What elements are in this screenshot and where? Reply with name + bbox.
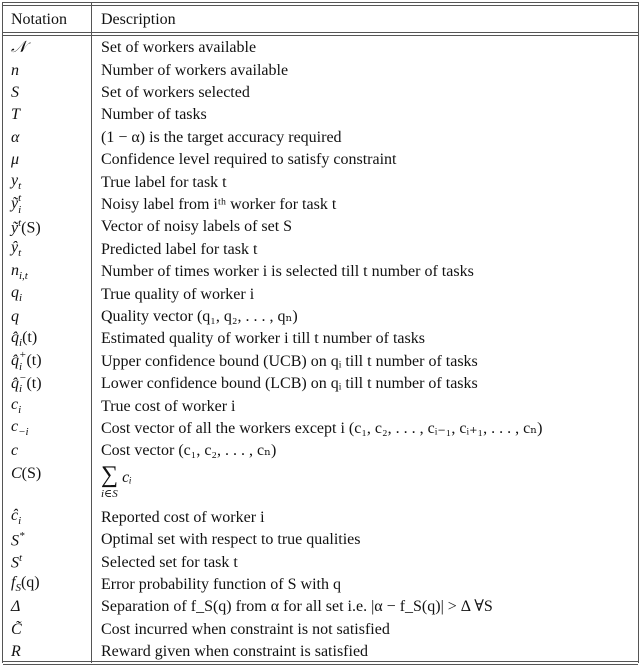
description-cell: Vector of noisy labels of set S bbox=[101, 218, 293, 236]
notation-sub: i bbox=[18, 404, 22, 417]
notation-sub: i bbox=[19, 383, 23, 396]
notation-sup: * bbox=[19, 530, 25, 543]
description-cell: Separation of f_S(q) from α for all set i.e. |α − f_S(q)| > Δ ∀S bbox=[101, 598, 493, 616]
notation-cell bbox=[3, 263, 91, 282]
notation-base: 𝒩 bbox=[11, 39, 27, 57]
notation-suffix: (q) bbox=[20, 574, 40, 592]
description-cell: Confidence level required to satisfy constraint bbox=[101, 151, 397, 169]
notation-base: ŷ bbox=[11, 239, 19, 257]
sigma-symbol: ∑ bbox=[101, 461, 119, 488]
table-row bbox=[3, 261, 638, 283]
table-row bbox=[3, 104, 638, 126]
notation-cell bbox=[3, 173, 91, 192]
table-row bbox=[3, 82, 638, 104]
notation-cell bbox=[3, 644, 91, 660]
notation-cell bbox=[3, 130, 91, 146]
notation-base: μ bbox=[11, 151, 20, 169]
notation-sup: t bbox=[19, 552, 23, 565]
notation-sub: −i bbox=[18, 426, 29, 439]
description-cell: Reward given when constraint is satisfied bbox=[101, 643, 369, 661]
table-row bbox=[3, 351, 638, 373]
notation-base: c bbox=[11, 418, 19, 436]
description-cell: Number of times worker i is selected till t number of tasks bbox=[101, 263, 474, 281]
table-row bbox=[3, 551, 638, 573]
notation-base: n bbox=[11, 61, 19, 79]
top-rule bbox=[3, 2, 638, 6]
notation-cell bbox=[3, 622, 91, 638]
notation-base: ỹ bbox=[11, 219, 19, 237]
table-row bbox=[3, 596, 638, 618]
table-row bbox=[3, 619, 638, 641]
notation-sub: i bbox=[19, 360, 23, 373]
notation-base: q̂ bbox=[11, 352, 19, 370]
notation-cell bbox=[3, 285, 91, 304]
notation-base: f bbox=[11, 574, 16, 592]
description-cell: (1 − α) is the target accuracy required bbox=[101, 128, 342, 146]
notation-cell bbox=[3, 419, 91, 438]
notation-cell bbox=[3, 463, 91, 482]
notation-cell bbox=[3, 309, 91, 325]
table-row bbox=[3, 216, 638, 238]
sum-limit: i∈S bbox=[101, 487, 118, 500]
description-cell: Cost vector of all the workers except i (c₁, c₂, . . . , cᵢ₋₁, cᵢ₊₁, . . . , cₙ) bbox=[101, 419, 543, 437]
notation-base: Δ bbox=[11, 598, 21, 616]
notation-base: α bbox=[11, 128, 20, 146]
table-row bbox=[3, 194, 638, 216]
notation-suffix: (t) bbox=[22, 328, 38, 346]
notation-cell bbox=[3, 531, 91, 549]
notation-base: y bbox=[11, 171, 19, 189]
header-description: Description bbox=[101, 10, 176, 28]
description-cell: True label for task t bbox=[101, 173, 227, 191]
description-cell: Upper confidence bound (UCB) on qᵢ till t number of tasks bbox=[101, 352, 478, 370]
notation-sub: i,t bbox=[19, 269, 28, 282]
description-cell: Set of workers available bbox=[101, 39, 257, 57]
notation-cell bbox=[3, 240, 91, 259]
notation-sub: t bbox=[18, 180, 22, 193]
table-row bbox=[3, 328, 638, 350]
notation-cell bbox=[3, 85, 91, 101]
notation-cell bbox=[3, 599, 91, 615]
table-row bbox=[3, 239, 638, 261]
notation-cell bbox=[3, 152, 91, 168]
notation-cell bbox=[3, 40, 91, 56]
notation-cell bbox=[3, 218, 91, 236]
notation-suffix: (S) bbox=[21, 464, 42, 482]
notation-cell bbox=[3, 107, 91, 123]
table-row bbox=[3, 373, 638, 395]
table-row bbox=[3, 395, 638, 417]
table-row bbox=[3, 418, 638, 440]
notation-sub: i bbox=[19, 336, 23, 349]
notation-base: q bbox=[11, 283, 19, 301]
notation-suffix: (t) bbox=[26, 374, 42, 392]
notation-suffix: (t) bbox=[26, 352, 42, 370]
notation-sub: i bbox=[18, 515, 22, 528]
description-cell: Set of workers selected bbox=[101, 83, 250, 101]
bottom-rule bbox=[3, 661, 638, 665]
notation-base: q̂ bbox=[11, 374, 19, 392]
notation-cell bbox=[3, 63, 91, 79]
table-row bbox=[3, 149, 638, 171]
notation-base: S bbox=[11, 554, 19, 572]
notation-sup: + bbox=[19, 349, 27, 362]
summation bbox=[101, 463, 132, 500]
table-row bbox=[3, 529, 638, 551]
table-row bbox=[3, 440, 638, 462]
notation-base: C bbox=[11, 464, 22, 482]
description-cell bbox=[91, 463, 132, 500]
table-row bbox=[3, 306, 638, 328]
notation-base: c bbox=[11, 442, 19, 460]
notation-cell bbox=[3, 553, 91, 571]
notation-base: T bbox=[11, 106, 20, 124]
description-cell: Optimal set with respect to true qualities bbox=[101, 531, 361, 549]
notation-cell bbox=[3, 508, 91, 527]
table-row bbox=[3, 37, 638, 59]
description-cell: True cost of worker i bbox=[101, 397, 236, 415]
notation-sub: i bbox=[19, 292, 23, 305]
notation-sup: − bbox=[19, 371, 27, 384]
description-cell: Cost vector (c₁, c₂, . . . , cₙ) bbox=[101, 442, 277, 460]
notation-cell bbox=[3, 193, 91, 216]
notation-sup: t bbox=[18, 217, 22, 230]
table-row bbox=[3, 127, 638, 149]
notation-base: C̃ bbox=[11, 620, 22, 638]
notation-sup: t bbox=[18, 192, 22, 205]
notation-cell bbox=[3, 373, 91, 396]
notation-base: n bbox=[11, 261, 19, 279]
notation-cell bbox=[3, 350, 91, 373]
notation-suffix: (S) bbox=[21, 219, 41, 237]
description-cell: Lower confidence bound (LCB) on qᵢ till t number of tasks bbox=[101, 375, 478, 393]
description-cell: Predicted label for task t bbox=[101, 240, 258, 258]
sum-term: cᵢ bbox=[122, 468, 132, 486]
notation-base: S bbox=[11, 83, 19, 101]
description-cell: Number of workers available bbox=[101, 61, 289, 79]
notation-sub: t bbox=[18, 247, 22, 260]
notation-cell bbox=[3, 575, 91, 594]
header-notation: Notation bbox=[11, 10, 67, 28]
notation-base: q bbox=[11, 307, 19, 325]
notation-base: S bbox=[11, 532, 19, 550]
notation-base: ĉ bbox=[11, 507, 19, 525]
table-row bbox=[3, 574, 638, 596]
table-row bbox=[3, 59, 638, 81]
notation-sub: i bbox=[18, 204, 22, 216]
notation-sub: S bbox=[15, 582, 21, 595]
notation-base: R bbox=[11, 643, 21, 661]
notation-cell bbox=[3, 397, 91, 416]
header-rule bbox=[3, 32, 638, 36]
header-row bbox=[3, 7, 638, 32]
description-cell: Number of tasks bbox=[101, 106, 207, 124]
notation-table bbox=[2, 2, 639, 663]
notation-base: c bbox=[11, 395, 19, 413]
notation-base: ỹ bbox=[11, 195, 19, 213]
notation-cell bbox=[3, 443, 91, 459]
notation-cell bbox=[3, 330, 91, 349]
description-cell: Noisy label from iᵗʰ worker for task t bbox=[101, 195, 337, 213]
table-row bbox=[3, 507, 638, 529]
table-row bbox=[3, 171, 638, 193]
notation-base: q̂ bbox=[11, 328, 19, 346]
description-cell: Cost incurred when constraint is not satisfied bbox=[101, 620, 390, 638]
description-cell: Error probability function of S with q bbox=[101, 575, 341, 593]
description-cell: Reported cost of worker i bbox=[101, 508, 265, 526]
table-row bbox=[3, 283, 638, 305]
description-cell: Selected set for task t bbox=[101, 553, 238, 571]
table-row bbox=[3, 463, 638, 507]
description-cell: Estimated quality of worker i till t number of tasks bbox=[101, 330, 425, 348]
description-cell: True quality of worker i bbox=[101, 285, 255, 303]
description-cell: Quality vector (q₁, q₂, . . . , qₙ) bbox=[101, 307, 298, 325]
